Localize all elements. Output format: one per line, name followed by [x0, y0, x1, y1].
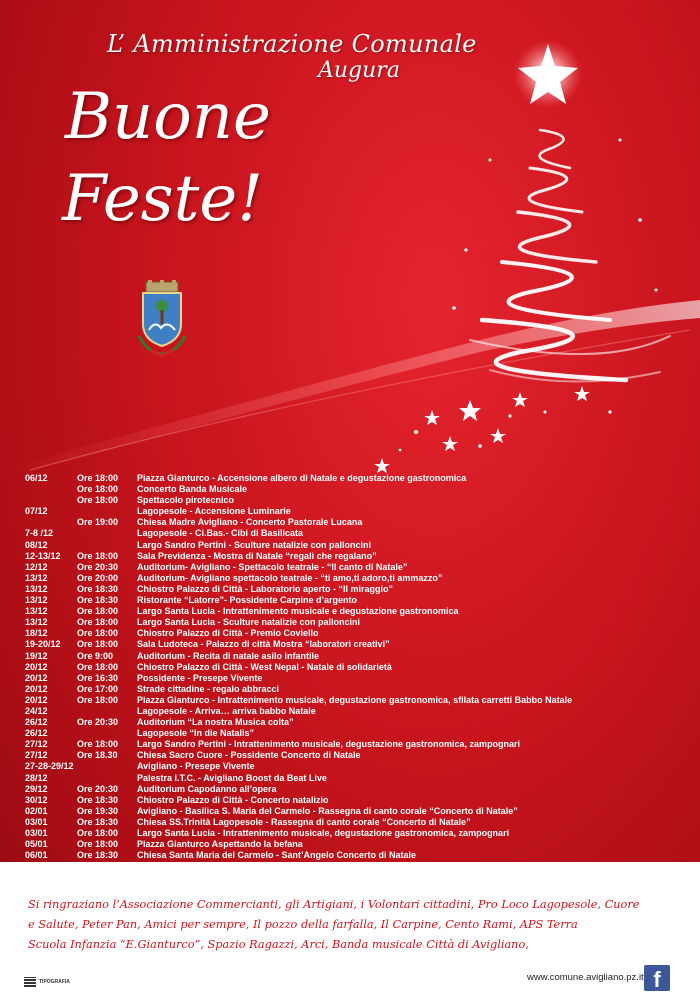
event-date: 19/12 [25, 650, 48, 661]
event-row [25, 584, 685, 595]
event-description: Strade cittadine - regalo abbracci [137, 683, 280, 694]
event-time: Ore 18:30 [77, 850, 119, 861]
event-description: Spettacolo pirotecnico [137, 495, 235, 506]
event-row [25, 651, 685, 662]
event-description: Sala Ludoteca - Palazzo di città Mostra “laboratori creativi” [137, 639, 390, 650]
event-row [25, 573, 685, 584]
events-list [25, 473, 685, 872]
event-time [77, 728, 137, 739]
augura-line: Augura [318, 58, 400, 83]
event-description: Largo Santa Lucia - Sculture natalizie con palloncini [137, 617, 361, 628]
event-time: Ore 18:00 [77, 484, 119, 495]
event-date: 7-8 /12 [25, 528, 54, 539]
event-description: Possidente - Presepe Vivente [137, 672, 263, 683]
event-date: 29/12 [25, 783, 48, 794]
event-description: Chiesa Sacro Cuore - Possidente Concerto di Natale [137, 750, 361, 761]
event-row [25, 750, 685, 761]
event-row [25, 473, 685, 484]
event-description: Lagopesole - Accensione Luminarie [137, 506, 291, 517]
event-row [25, 540, 685, 551]
event-row [25, 617, 685, 628]
event-description: Avigliano - Basilica S. Maria del Carmelo - Rassegna di canto corale “Concerto di Natale” [137, 805, 518, 816]
event-description: Auditorium Capodanno all’opera [137, 783, 277, 794]
event-row [25, 850, 685, 861]
administration-line: L’ Amministrazione Comunale [107, 30, 477, 58]
event-time: Ore 18:00 [77, 639, 119, 650]
event-description: Sala Previdenza - Mostra di Natale “regali che regalano” [137, 550, 377, 561]
event-description: Auditorium - Recita di natale asilo infantile [137, 650, 320, 661]
event-time: Ore 19:30 [77, 805, 119, 816]
event-date: 20/12 [25, 672, 48, 683]
event-time: Ore 18:00 [77, 661, 119, 672]
event-row [25, 517, 685, 528]
event-date: 13/12 [25, 617, 48, 628]
event-row [25, 839, 685, 850]
event-time: Ore 18:00 [77, 628, 119, 639]
event-time [77, 761, 137, 772]
event-row [25, 695, 685, 706]
event-date: 20/12 [25, 683, 48, 694]
greeting-buone: Buone [65, 80, 271, 154]
event-date: 02/01 [25, 805, 48, 816]
event-date: 13/12 [25, 583, 48, 594]
event-row [25, 484, 685, 495]
printer-label: TIPOGRAFIA [39, 978, 70, 985]
event-date: 12-13/12 [25, 550, 61, 561]
event-description: Largo Santa Lucia - Intrattenimento musicale e degustazione gastronomica [137, 606, 459, 617]
event-description: Lagopesole - Ci.Bas.- Cibi di Basilicata [137, 528, 304, 539]
event-row [25, 817, 685, 828]
printer-mark-icon [24, 977, 36, 987]
event-date: 07/12 [25, 506, 48, 517]
event-time: Ore 18:00 [77, 550, 119, 561]
event-row [25, 673, 685, 684]
event-description: Largo Sandro Pertini - Intrattenimento musicale, degustazione gastronomica, zampognari [137, 739, 521, 750]
event-date: 06/12 [25, 473, 48, 483]
event-time: Ore 18:30 [77, 595, 119, 606]
event-time: Ore 17:00 [77, 683, 119, 694]
event-time: Ore 19:00 [77, 517, 119, 528]
event-row [25, 795, 685, 806]
event-date [25, 495, 77, 506]
event-time [77, 773, 137, 784]
event-row [25, 706, 685, 717]
event-time [77, 506, 137, 517]
christmas-tree-icon [370, 40, 700, 480]
website-link[interactable]: www.comune.avigliano.pz.it [527, 972, 644, 983]
event-row [25, 728, 685, 739]
event-row [25, 662, 685, 673]
event-row [25, 506, 685, 517]
event-time: Ore 18:00 [77, 606, 119, 617]
event-date: 06/01 [25, 850, 48, 861]
event-date: 03/01 [25, 828, 48, 838]
event-row [25, 528, 685, 539]
event-time: Ore 16:30 [77, 672, 119, 683]
event-date: 12/12 [25, 561, 48, 572]
event-description: Chiostro Palazzo di Città - Concerto natalizio [137, 794, 329, 805]
event-time: Ore 18:00 [77, 739, 119, 750]
coat-of-arms-icon [133, 280, 191, 358]
greeting-feste: Feste! [62, 162, 263, 236]
event-description: Largo Santa Lucia - Intrattenimento musicale, degustazione gastronomica, zampognari [137, 828, 510, 838]
event-description: Concerto Banda Musicale [137, 484, 248, 495]
event-description: Chiesa SS.Trinità Lagopesole - Rassegna di canto corale “Concerto di Natale” [137, 816, 471, 827]
event-time: Ore 20:30 [77, 783, 119, 794]
event-date: 30/12 [25, 794, 48, 805]
event-date: 05/01 [25, 839, 48, 850]
event-date: 27-28-29/12 [25, 761, 74, 772]
event-row [25, 606, 685, 617]
event-description: Lagopesole - Arriva… arriva babbo Natale [137, 705, 316, 716]
event-date: 20/12 [25, 694, 48, 705]
event-row [25, 562, 685, 573]
event-description: Chiesa Santa Maria del Carmelo - Sant’Angelo Concerto di Natale [137, 850, 417, 861]
thanks-line-1: Si ringraziano l’Associazione Commercianti, gli Artigiani, i Volontari cittadini, Pro Loco Lagopesole, Cuore [28, 898, 640, 911]
event-row [25, 717, 685, 728]
event-date: 08/12 [25, 539, 48, 550]
event-date: 13/12 [25, 595, 48, 606]
event-time: Ore 18:00 [77, 694, 119, 705]
event-time [77, 706, 137, 717]
event-time: Ore 9:00 [77, 650, 114, 661]
event-row [25, 739, 685, 750]
event-date: 13/12 [25, 606, 48, 617]
event-date: 13/12 [25, 572, 48, 583]
event-description: Auditorium- Avigliano spettacolo teatrale - “ti amo,ti adoro,ti ammazzo” [137, 572, 443, 583]
event-time: Ore 18:00 [77, 839, 119, 850]
event-description: Avigliano - Presepe Vivente [137, 761, 255, 772]
thanks-line-2: e Salute, Peter Pan, Amici per sempre, Il pozzo della farfalla, Il Carpine, Cento Rami, APS Terra [28, 918, 578, 931]
event-date: 19-20/12 [25, 639, 61, 650]
event-time: Ore 18:00 [77, 828, 119, 838]
event-description: Piazza Gianturco - Accensione albero di Natale e degustazione gastronomica [137, 473, 467, 483]
event-time: Ore 18:00 [77, 617, 119, 628]
event-description: Piazza Gianturco - Intrattenimento musicale, degustazione gastronomica, sfilata carretti Babbo Natale [137, 694, 573, 705]
event-row [25, 495, 685, 506]
event-date: 26/12 [25, 717, 48, 728]
event-date [25, 517, 77, 528]
event-row [25, 784, 685, 795]
event-time: Ore 18:30 [77, 583, 119, 594]
event-row [25, 828, 685, 839]
event-date: 18/12 [25, 628, 48, 639]
event-date: 03/01 [25, 816, 48, 827]
event-date: 27/12 [25, 750, 48, 761]
event-description: Chiostro Palazzo di Città - West Nepal - Natale di solidarietà [137, 661, 392, 672]
event-time: Ore 20:30 [77, 717, 119, 728]
thanks-text [28, 895, 678, 955]
event-time [77, 528, 137, 539]
event-date: 24/12 [25, 705, 48, 716]
event-row [25, 639, 685, 650]
event-description: Auditorium- Avigliano - Spettacolo teatrale - “Il canto di Natale” [137, 561, 408, 572]
event-description: Palestra I.T.C. - Avigliano Boost da Beat Live [137, 772, 327, 783]
event-row [25, 551, 685, 562]
event-time: Ore 18:30 [77, 816, 119, 827]
printer-logo [24, 974, 80, 990]
event-time: Ore 18:00 [77, 495, 119, 506]
event-row [25, 773, 685, 784]
event-row [25, 806, 685, 817]
event-time [77, 540, 137, 551]
event-date: 28/12 [25, 772, 48, 783]
event-time: Ore 18:30 [77, 794, 119, 805]
event-date [25, 484, 77, 495]
event-description: Ristorante “Latorre”- Possidente Carpine d’argento [137, 595, 358, 606]
event-time: Ore 18.30 [77, 750, 118, 761]
event-time: Ore 18:00 [77, 473, 119, 483]
event-description: Piazza Gianturco Aspettando la befana [137, 839, 303, 850]
event-time: Ore 20:00 [77, 572, 119, 583]
thanks-line-3: Scuola Infanzia “E.Gianturco”, Spazio Ragazzi, Arci, Banda musicale Città di Avigliano, [28, 938, 529, 951]
event-description: Chiostro Palazzo di Città - Premio Coviello [137, 628, 319, 639]
event-date: 20/12 [25, 661, 48, 672]
event-row [25, 595, 685, 606]
event-time: Ore 20:30 [77, 561, 119, 572]
event-description: Chiesa Madre Avigliano - Concerto Pastorale Lucana [137, 517, 363, 528]
event-description: Chiostro Palazzo di Città - Laboratorio aperto - “Il miraggio” [137, 583, 394, 594]
facebook-icon[interactable]: f [644, 965, 670, 991]
event-row [25, 684, 685, 695]
event-date: 27/12 [25, 739, 48, 750]
event-description: Auditorium “La nostra Musica colta” [137, 717, 294, 728]
event-description: Largo Sandro Pertini - Sculture natalizie con palloncini [137, 539, 372, 550]
event-description: Lagopesole “In die Natalis” [137, 728, 255, 739]
event-row [25, 628, 685, 639]
event-row [25, 761, 685, 772]
event-date: 26/12 [25, 728, 48, 739]
